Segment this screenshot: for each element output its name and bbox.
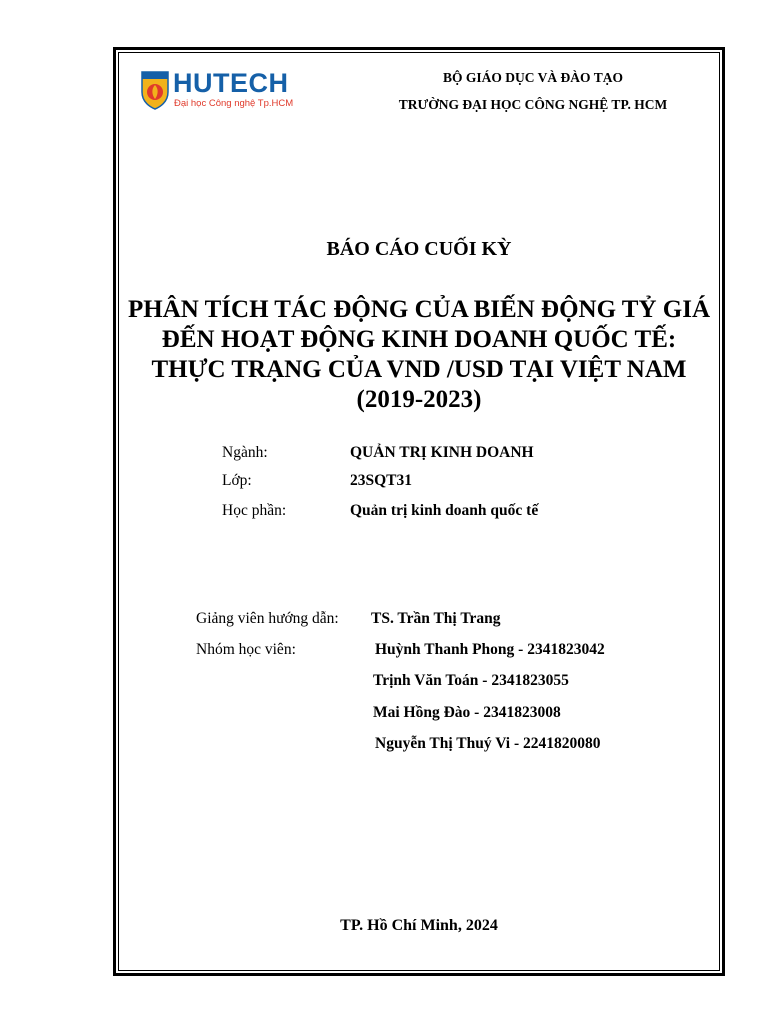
report-title-line: PHÂN TÍCH TÁC ĐỘNG CỦA BIẾN ĐỘNG TỶ GIÁ xyxy=(127,296,711,323)
info-label: Ngành: xyxy=(222,444,268,461)
report-title-line: ĐẾN HOẠT ĐỘNG KINH DOANH QUỐC TẾ: xyxy=(161,326,677,353)
group-member: Trịnh Văn Toán - 2341823055 xyxy=(373,672,569,689)
info-value: QUẢN TRỊ KINH DOANH xyxy=(350,444,534,461)
university-name: TRƯỜNG ĐẠI HỌC CÔNG NGHỆ TP. HCM xyxy=(398,97,668,112)
university-logo xyxy=(140,70,292,112)
info-value: 23SQT31 xyxy=(350,472,413,489)
logo-name: HUTECH xyxy=(173,68,289,98)
info-value: Quản trị kinh doanh quốc tế xyxy=(350,502,539,519)
advisor-label: Giảng viên hướng dẫn: xyxy=(196,610,339,627)
group-member: Mai Hồng Đào - 2341823008 xyxy=(373,704,561,721)
info-label: Học phần: xyxy=(222,502,287,519)
place-and-date: TP. Hồ Chí Minh, 2024 xyxy=(340,917,498,934)
report-title-line: (2019-2023) xyxy=(356,386,482,413)
logo-subtitle: Đại học Công nghệ Tp.HCM xyxy=(174,98,294,109)
report-title-line: THỰC TRẠNG CỦA VND /USD TẠI VIỆT NAM xyxy=(151,356,687,383)
group-member: Huỳnh Thanh Phong - 2341823042 xyxy=(375,641,605,658)
group-label: Nhóm học viên: xyxy=(196,641,296,658)
advisor-name: TS. Trần Thị Trang xyxy=(371,610,501,627)
info-label: Lớp: xyxy=(222,472,252,489)
report-type: BÁO CÁO CUỐI KỲ xyxy=(326,238,512,260)
hutech-emblem-icon xyxy=(140,70,170,110)
ministry-name: BỘ GIÁO DỤC VÀ ĐÀO TẠO xyxy=(443,70,623,85)
group-member: Nguyễn Thị Thuý Vi - 2241820080 xyxy=(375,735,601,752)
